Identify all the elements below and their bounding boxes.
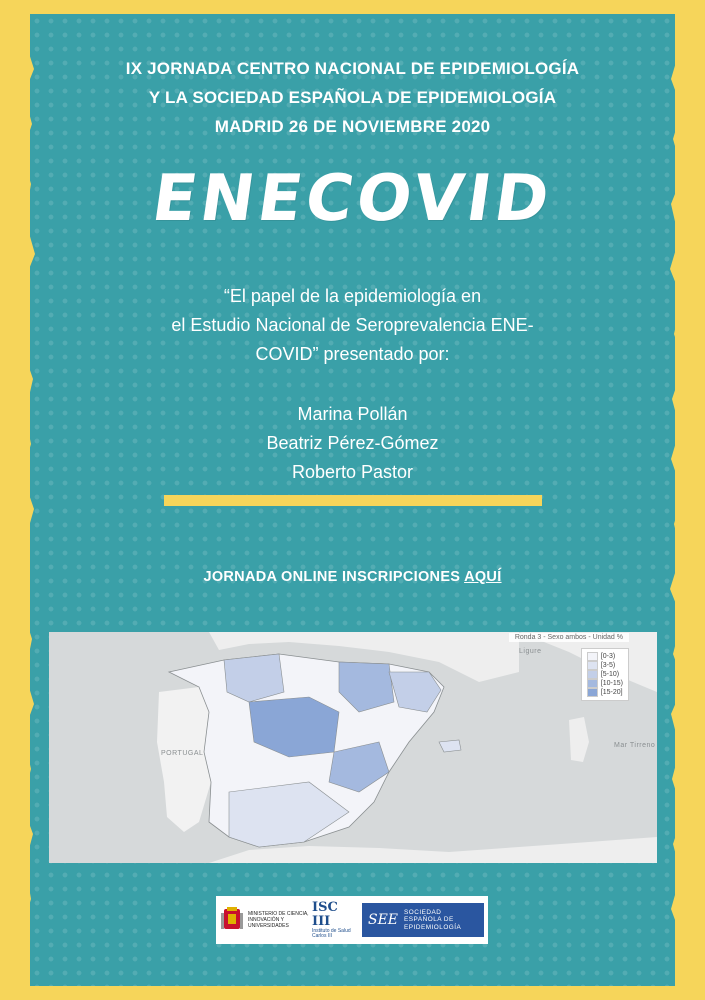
legend-label: [5-10) — [600, 671, 620, 678]
registration-link[interactable]: AQUÍ — [464, 569, 502, 585]
map-label-tirreno: Mar Tirreno — [614, 742, 656, 749]
cta-text: JORNADA ONLINE INSCRIPCIONES — [203, 569, 465, 585]
legend-label: [10-15) — [600, 680, 623, 687]
legend-item — [587, 652, 623, 661]
see-logo — [362, 903, 484, 937]
map-caption: Ronda 3 - Sexo ambos - Unidad % — [509, 633, 629, 642]
legend-swatch — [587, 670, 598, 679]
isciii-text: Instituto de Salud Carlos III — [312, 927, 351, 939]
authors-list — [30, 400, 675, 487]
registration-cta — [30, 569, 675, 585]
header-line-1: IX JORNADA CENTRO NACIONAL DE EPIDEMIOLOGÍA — [125, 59, 580, 78]
talk-subtitle — [90, 282, 615, 369]
header-date: MADRID 26 DE NOVIEMBRE 2020 — [214, 117, 491, 136]
divider-bar — [164, 495, 542, 506]
isciii-logo — [312, 900, 356, 940]
legend-label: [15-20] — [600, 689, 623, 696]
see-mark: SEE — [368, 912, 399, 928]
legend-item — [587, 661, 623, 670]
poster-title: ENECOVID — [147, 162, 558, 236]
author-name: Roberto Pastor — [291, 462, 414, 482]
legend-label: [3-5) — [600, 662, 616, 669]
legend-item — [587, 679, 623, 688]
legend-item — [587, 688, 623, 697]
ministry-logo — [220, 900, 312, 940]
seroprevalence-map[interactable] — [49, 632, 657, 863]
legend-swatch — [587, 679, 598, 688]
isciii-mark: ISC III — [312, 899, 338, 929]
author-name: Marina Pollán — [297, 404, 408, 424]
legend-item — [587, 670, 623, 679]
subtitle-line-1: “El papel de la epidemiología en — [223, 286, 482, 306]
author-name: Beatriz Pérez-Gómez — [266, 433, 439, 453]
see-text: SOCIEDAD ESPAÑOLA DE EPIDEMIOLOGÍA — [404, 908, 462, 931]
event-header — [30, 54, 675, 141]
legend-swatch — [587, 688, 598, 697]
map-label-liguria: Ligure — [519, 648, 542, 655]
map-legend — [581, 648, 629, 701]
map-graphic — [49, 632, 657, 863]
legend-label: [0-3) — [600, 653, 616, 660]
map-label-portugal: PORTUGAL — [161, 750, 204, 757]
subtitle-line-3: COVID” presentado por: — [255, 344, 450, 364]
subtitle-line-2: el Estudio Nacional de Seroprevalencia ENE- — [171, 315, 534, 335]
poster-panel — [30, 14, 675, 986]
legend-swatch — [587, 652, 598, 661]
logos-strip — [216, 896, 488, 944]
legend-swatch — [587, 661, 598, 670]
region-north — [224, 654, 284, 702]
coat-of-arms-icon — [220, 905, 244, 935]
header-line-2: Y LA SOCIEDAD ESPAÑOLA DE EPIDEMIOLOGÍA — [148, 88, 557, 107]
ministry-text: MINISTERIO DE CIENCIA, INNOVACIÓN Y UNIVERSIDADES — [248, 911, 309, 929]
